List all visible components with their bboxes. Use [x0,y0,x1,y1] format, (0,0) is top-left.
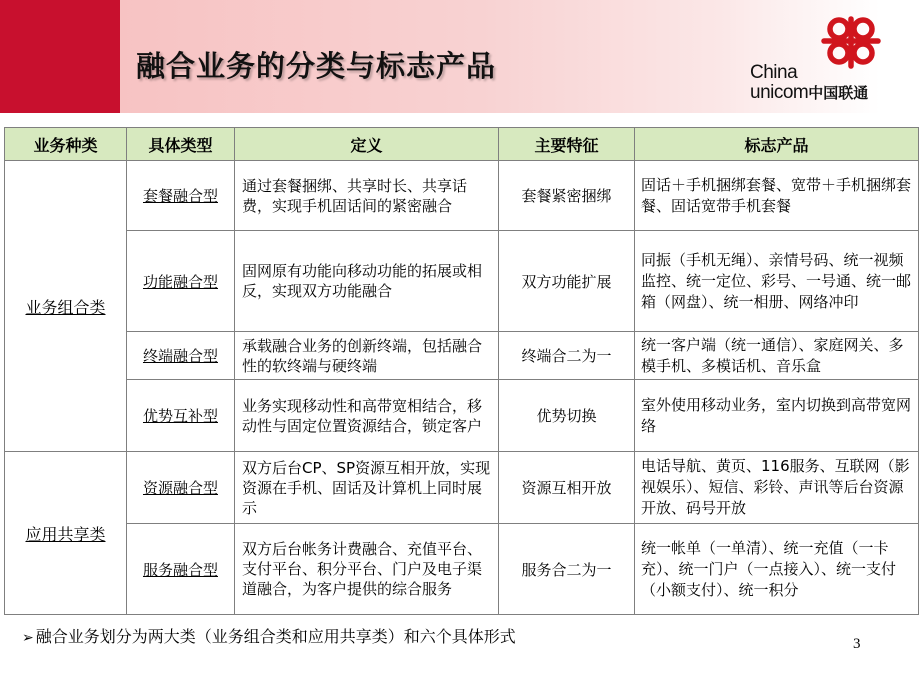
definition-cell: 业务实现移动性和高带宽相结合，移动性与固定位置资源结合，锁定客户 [235,380,499,452]
products-cell: 固话＋手机捆绑套餐、宽带＋手机捆绑套餐、固话宽带手机套餐 [635,161,919,231]
page-title: 融合业务的分类与标志产品 [136,49,497,83]
table-row [5,380,919,452]
category-link[interactable]: 业务组合类 [25,297,106,317]
logo-text-cn: 中国联通 [808,84,869,102]
footnote-text: 融合业务划分为两大类（业务组合类和应用共享类）和六个具体形式 [35,627,516,646]
classification-table [4,127,919,615]
footnote [22,624,516,647]
table-row [5,452,919,524]
table-row [5,332,919,380]
feature-cell: 服务合二为一 [499,524,635,615]
page-number: 3 [853,636,861,652]
definition-cell: 承载融合业务的创新终端，包括融合性的软终端与硬终端 [235,332,499,380]
type-link[interactable]: 功能融合型 [142,272,218,291]
category-link[interactable]: 应用共享类 [25,524,106,544]
bullet-arrow-icon: ➢ [22,630,34,646]
definition-cell: 双方后台帐务计费融合、充值平台、支付平台、积分平台、门户及电子渠道融合，为客户提供的综合服务 [235,524,499,615]
feature-cell: 终端合二为一 [499,332,635,380]
table-row [5,524,919,615]
feature-cell: 套餐紧密捆绑 [499,161,635,231]
definition-cell: 双方后台CP、SP资源互相开放，实现资源在手机、固话及计算机上同时展示 [235,452,499,524]
china-unicom-knot-icon [814,14,888,74]
table-header-row [5,128,919,161]
header-products: 标志产品 [635,128,919,161]
logo-text-unicom-en: unicom [750,82,809,103]
type-link[interactable]: 套餐融合型 [142,187,218,205]
type-cell [127,524,235,615]
type-cell [127,380,235,452]
logo-text-unicom [750,82,868,104]
category-cell [5,452,127,615]
products-cell: 统一客户端（统一通信）、家庭网关、多模手机、多模话机、音乐盒 [635,332,919,380]
type-cell [127,161,235,231]
table-row [5,161,919,231]
products-cell: 统一帐单（一单清）、统一充值（一卡充）、统一门户（一点接入）、统一支付（小额支付）、统一积分 [635,524,919,615]
feature-cell: 双方功能扩展 [499,231,635,332]
header-definition: 定义 [235,128,499,161]
header-red-block [0,0,120,113]
products-cell: 电话导航、黄页、116服务、互联网（影视娱乐）、短信、彩铃、声讯等后台资源开放、码号开放 [635,452,919,524]
type-cell [127,332,235,380]
type-link[interactable]: 优势互补型 [142,407,218,425]
feature-cell: 资源互相开放 [499,452,635,524]
type-link[interactable]: 终端融合型 [142,347,218,365]
table-row [5,231,919,332]
definition-cell: 通过套餐捆绑、共享时长、共享话费，实现手机固话间的紧密融合 [235,161,499,231]
header-type: 具体类型 [127,128,235,161]
type-link[interactable]: 资源融合型 [142,479,218,497]
header-category: 业务种类 [5,128,127,161]
products-cell: 同振（手机无绳）、亲情号码、统一视频监控、统一定位、彩号、一号通、统一邮箱（网盘）、统一相册、网络冲印 [635,231,919,332]
products-cell: 室外使用移动业务，室内切换到高带宽网络 [635,380,919,452]
type-cell [127,231,235,332]
category-cell [5,161,127,452]
type-link[interactable]: 服务融合型 [142,560,218,579]
definition-cell: 固网原有功能向移动功能的拓展或相反，实现双方功能融合 [235,231,499,332]
feature-cell: 优势切换 [499,380,635,452]
type-cell [127,452,235,524]
header-feature: 主要特征 [499,128,635,161]
logo-text-china: China [750,62,798,83]
